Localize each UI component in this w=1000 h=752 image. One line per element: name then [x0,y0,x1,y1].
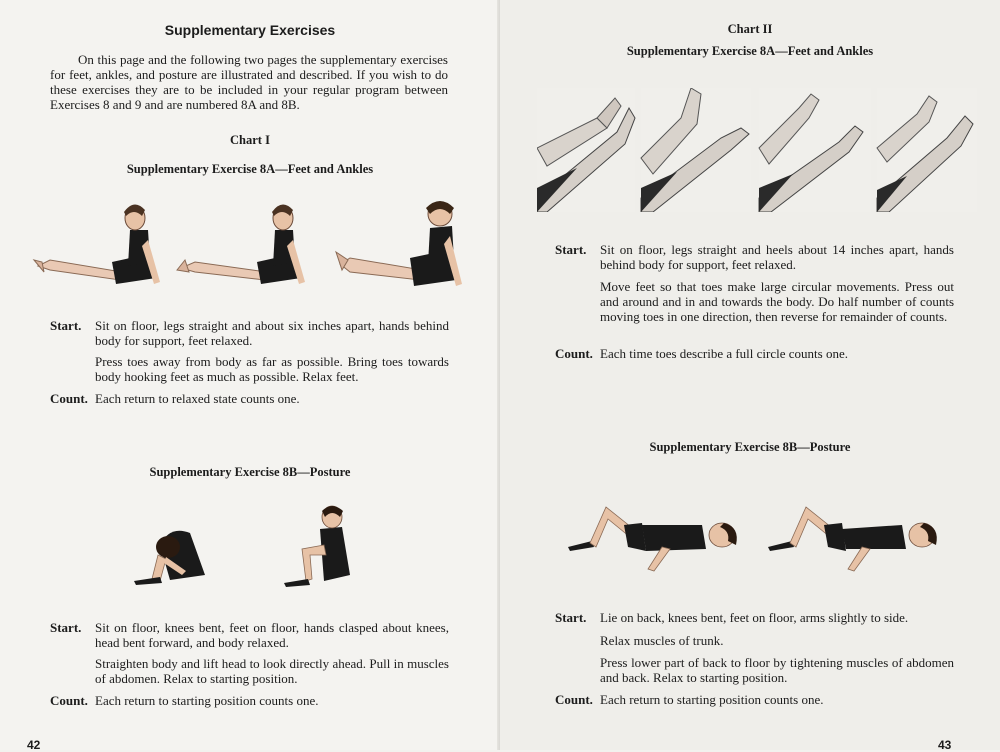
ex8a-start [555,242,955,274]
step-label: Start. [555,242,587,257]
hunched-figure [134,531,205,585]
step-label: Start. [50,318,82,333]
intro-paragraph: On this page and the following two pages the supplementary exercises for feet, ankles, and posture are illustrated and described. If you wish to do these exercises they are to be included in your regular program between Exercises 8 and 9 and are numbered 8A and 8B. [50,52,448,112]
left-page [0,0,500,750]
step-text: Straighten body and lift head to look directly ahead. Pull in muscles of abdomen. Relax to starting position. [95,656,449,686]
step-label: Start. [555,610,587,625]
step-text: Sit on floor, knees bent, feet on floor, hands clasped about knees, head bent forward, and body relaxed. [95,620,449,650]
page-number: 42 [27,738,41,752]
ex8a-count [50,391,450,407]
upright-figure [284,506,350,587]
page-number: 43 [938,738,952,752]
chart-label: Chart II [727,22,773,36]
legs-photo-3 [759,88,871,212]
step-label: Start. [50,620,82,635]
page-title: Supplementary Exercises [164,22,336,38]
ex8a-action [555,279,955,341]
legs-photo-4 [877,88,977,212]
step-label: Count. [555,346,593,361]
exercise-8a-heading: Supplementary Exercise 8A—Feet and Ankles [626,44,874,58]
ex8b-action [50,656,450,688]
step-text: Press lower part of back to floor by tightening muscles of abdomen and back. Relax to starting position. [600,655,954,685]
step-label: Count. [50,693,88,708]
step-text: Each time toes describe a full circle counts one. [600,346,848,361]
exercise-8b-heading: Supplementary Exercise 8B—Posture [149,465,351,479]
step-text: Each return to starting position counts one. [600,692,824,707]
legs-photo-2 [641,88,751,212]
ex8a-start [50,318,450,350]
step-text: Relax muscles of trunk. [600,633,724,648]
chart-label: Chart I [230,133,270,147]
ex8b-count [555,692,955,708]
exercise-8b-figures [130,505,370,595]
ex8a-action [50,354,450,386]
legs-photo-1 [537,88,635,212]
ex8b-start [50,620,450,652]
lying-figure-1 [568,507,737,571]
ex8b-count [50,693,450,709]
ex8b-action [555,655,955,687]
ex8b-start [555,610,955,626]
step-text: Each return to relaxed state counts one. [95,391,300,406]
step-text: Press toes away from body as far as possible. Bring toes towards body hooking feet as much as possible. Relax feet. [95,354,449,384]
seated-figure-2 [177,204,305,284]
legs-figures [537,88,977,212]
lying-figure-2 [768,507,937,571]
seated-figure-1 [34,204,160,284]
exercise-8a-heading: Supplementary Exercise 8A—Feet and Ankles [126,162,374,176]
step-text: Each return to starting position counts one. [95,693,319,708]
step-text: Lie on back, knees bent, feet on floor, arms slightly to side. [600,610,909,625]
step-text: Sit on floor, legs straight and heels about 14 inches apart, hands behind body for support, feet relaxed. [600,242,954,272]
step-label: Count. [555,692,593,707]
ex8a-count [555,346,955,362]
step-text: Move feet so that toes make large circular movements. Press out and around and in and towards the body. Do half number of counts moving toes in one direction, then reverse for remainder of counts. [600,279,954,324]
lying-figures [562,495,942,575]
step-text: Sit on floor, legs straight and about six inches apart, hands behind body for support, feet relaxed. [95,318,449,348]
exercise-8a-figures [30,200,470,300]
right-page [500,0,1000,750]
ex8b-relax [555,633,955,649]
seated-figure-3 [336,201,462,286]
exercise-8b-heading: Supplementary Exercise 8B—Posture [649,440,851,454]
step-label: Count. [50,391,88,406]
